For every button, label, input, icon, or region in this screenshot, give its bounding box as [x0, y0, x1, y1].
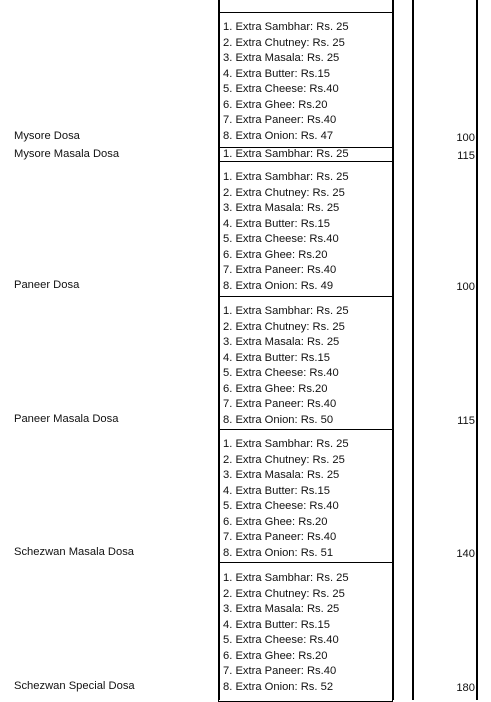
- item-price: 140: [456, 548, 475, 560]
- addon-line: 1. Extra Sambhar: Rs. 25: [223, 171, 349, 183]
- addon-line: 4. Extra Butter: Rs.15: [223, 217, 330, 230]
- addon-line: 7. Extra Paneer: Rs.40: [223, 665, 337, 677]
- addon-box: [218, 296, 393, 430]
- item-name: Paneer Dosa: [14, 279, 80, 291]
- addon-line: 4. Extra Butter: Rs.15: [223, 351, 330, 364]
- addon-line: 2. Extra Chutney: Rs. 25: [223, 36, 345, 49]
- addon-line: 7. Extra Paneer: Rs.40: [223, 531, 337, 543]
- addon-line: 8. Extra Onion: Rs. 50: [223, 413, 334, 426]
- addon-line: 7. Extra Paneer: Rs.40: [223, 114, 337, 126]
- addon-box: [218, 562, 393, 702]
- addon-line: 6. Extra Ghee: Rs.20: [223, 649, 328, 662]
- item-price: 115: [457, 415, 475, 427]
- addon-line: 7. Extra Paneer: Rs.40: [223, 264, 337, 276]
- addon-line: 2. Extra Chutney: Rs. 25: [223, 587, 345, 600]
- item-name: Paneer Masala Dosa: [14, 413, 119, 425]
- addon-line: 3. Extra Masala: Rs. 25: [223, 469, 340, 481]
- item-price: 100: [456, 132, 475, 144]
- addon-line: 1. Extra Sambhar: Rs. 25: [223, 21, 349, 33]
- addon-line: 5. Extra Cheese: Rs.40: [223, 367, 339, 379]
- addon-line: 5. Extra Cheese: Rs.40: [223, 500, 339, 512]
- addon-box: [218, 161, 393, 297]
- addon-line: 2. Extra Chutney: Rs. 25: [223, 453, 345, 466]
- addon-line: 4. Extra Butter: Rs.15: [223, 484, 330, 497]
- addon-line: 6. Extra Ghee: Rs.20: [223, 382, 328, 395]
- addon-line: 5. Extra Cheese: Rs.40: [223, 233, 339, 245]
- addon-line: 3. Extra Masala: Rs. 25: [223, 603, 340, 615]
- addon-box: [218, 147, 393, 162]
- addon-line: 8. Extra Onion: Rs. 51: [223, 546, 334, 559]
- column-divider-mid-right: [412, 0, 414, 700]
- addon-line: 2. Extra Chutney: Rs. 25: [223, 186, 345, 199]
- addon-line: 8. Extra Onion: Rs. 47: [223, 129, 334, 142]
- item-name: Schezwan Special Dosa: [14, 680, 135, 692]
- addon-line: 3. Extra Masala: Rs. 25: [223, 336, 340, 348]
- addon-line: 4. Extra Butter: Rs.15: [223, 618, 330, 631]
- item-name: Schezwan Masala Dosa: [14, 546, 135, 558]
- addon-line: 8. Extra Onion: Rs. 49: [223, 279, 334, 292]
- addon-line: 2. Extra Chutney: Rs. 25: [223, 320, 345, 333]
- addon-line: 6. Extra Ghee: Rs.20: [223, 248, 328, 261]
- item-price: 100: [456, 281, 475, 293]
- addon-line: 1. Extra Sambhar: Rs. 25: [223, 438, 349, 450]
- addon-line: 6. Extra Ghee: Rs.20: [223, 98, 328, 111]
- item-price: 180: [456, 682, 475, 694]
- addon-box: [218, 429, 393, 563]
- item-name: Mysore Masala Dosa: [14, 148, 120, 160]
- addon-line: 7. Extra Paneer: Rs.40: [223, 398, 337, 410]
- addon-line: 1. Extra Sambhar: Rs. 25: [223, 148, 349, 160]
- addon-line: 4. Extra Butter: Rs.15: [223, 67, 330, 80]
- addon-box: [218, 12, 393, 148]
- addon-line: 8. Extra Onion: Rs. 52: [223, 680, 334, 693]
- addon-line: 5. Extra Cheese: Rs.40: [223, 634, 339, 646]
- addon-line: 1. Extra Sambhar: Rs. 25: [223, 305, 349, 317]
- addon-line: 3. Extra Masala: Rs. 25: [223, 202, 340, 214]
- item-price: 115: [457, 150, 475, 162]
- item-name: Mysore Dosa: [14, 130, 80, 142]
- addon-line: 6. Extra Ghee: Rs.20: [223, 515, 328, 528]
- column-divider-right: [476, 0, 478, 700]
- addon-line: 1. Extra Sambhar: Rs. 25: [223, 572, 349, 584]
- addon-line: 5. Extra Cheese: Rs.40: [223, 83, 339, 95]
- addon-line: 3. Extra Masala: Rs. 25: [223, 52, 340, 64]
